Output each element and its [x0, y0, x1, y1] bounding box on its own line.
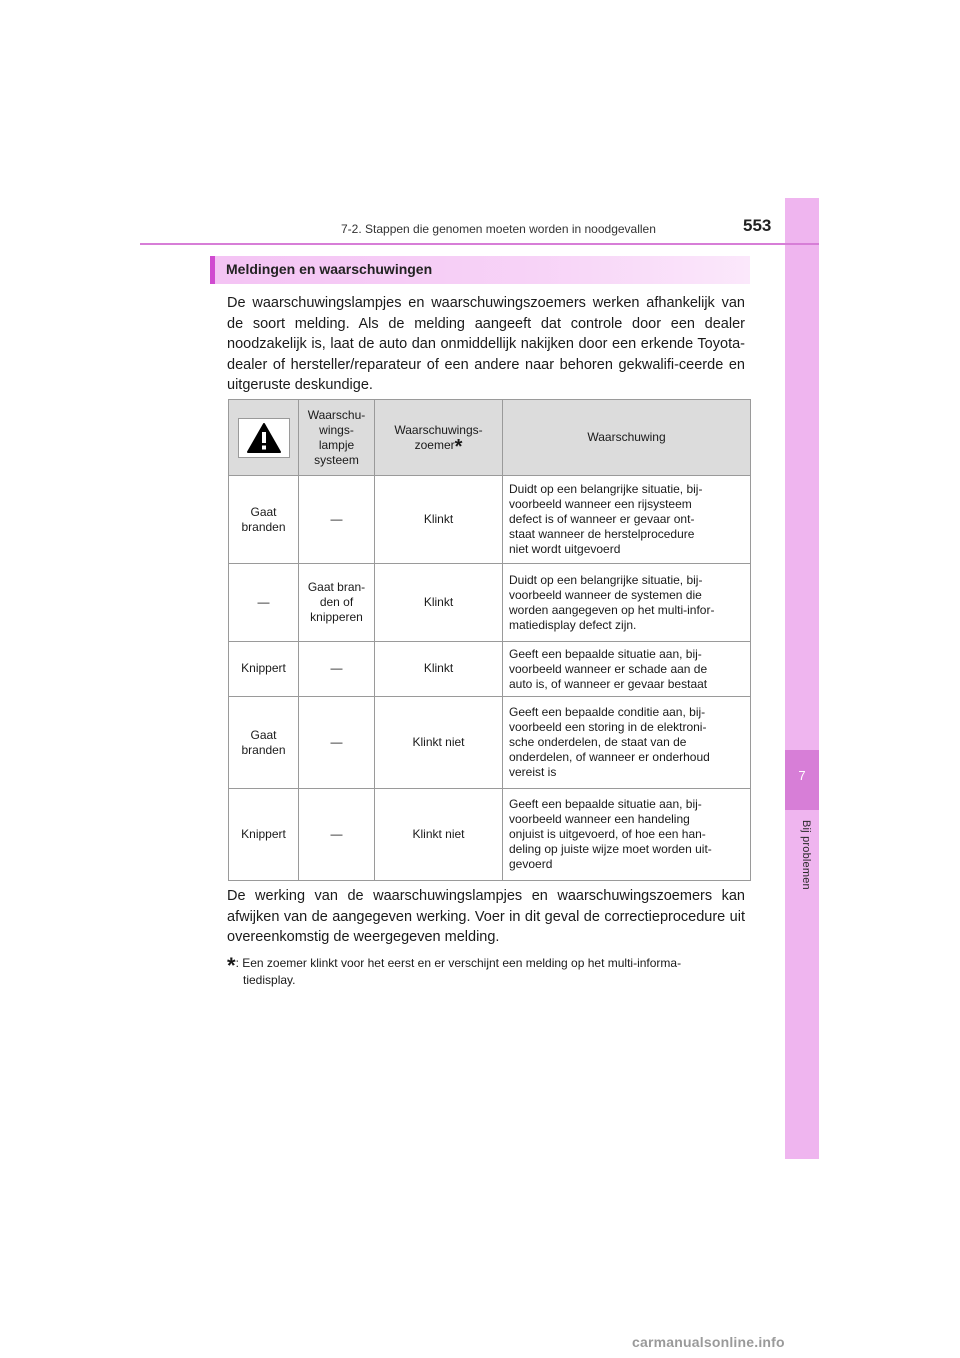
- header-divider: [140, 243, 819, 245]
- cell-lamp: Gaat branden: [229, 697, 299, 789]
- cell-warning: Duidt op een belangrijke situatie, bij- voorbeeld wanneer de systemen die worden aangegeven op het multi-infor- matiedisplay defect zijn.: [503, 564, 751, 642]
- table-header-row: [229, 400, 751, 476]
- section-title: Meldingen en waarschuwingen: [226, 261, 433, 277]
- cell-buzzer: Klinkt: [375, 476, 503, 564]
- cell-lamp: Knippert: [229, 642, 299, 697]
- intro-paragraph: De waarschuwingslampjes en waarschuwingszoemers werken afhankelijk van de soort melding. Als de melding aangeeft dat controle door een dealer noodzakelijk is, laat de auto dan onmiddellijk nakijken door een erkende Toyota-dealer of hersteller/reparateur of een andere naar behoren gekwalifi-ceerde en uitgeruste deskundige.: [227, 295, 745, 393]
- table-row: [229, 476, 751, 564]
- watermark: carmanualsonline.info: [632, 1334, 785, 1350]
- after-table-paragraph: De werking van de waarschuwingslampjes en waarschuwingszoemers kan afwijken van de aangegeven werking. Voer in dit geval de correctieprocedure uit overeenkomstig de weergegeven melding.: [227, 888, 745, 945]
- warning-table: [228, 399, 751, 881]
- cell-lamp: Gaat branden: [229, 476, 299, 564]
- section-heading-bar: [210, 256, 750, 284]
- cell-warning: Geeft een bepaalde situatie aan, bij- voorbeeld wanneer een handeling onjuist is uitgevoerd, of hoe een han- deling op juiste wijze moet worden uit- gevoerd: [503, 789, 751, 881]
- table-header-buzzer: Waarschuwings- zoemer*: [375, 400, 503, 476]
- table-row: [229, 642, 751, 697]
- page-header-title: 7-2. Stappen die genomen moeten worden in noodgevallen: [341, 222, 656, 236]
- cell-warning: Geeft een bepaalde situatie aan, bij- voorbeeld wanneer er schade aan de auto is, of wanneer er gevaar bestaat: [503, 642, 751, 697]
- chapter-label: Bij problemen: [800, 820, 812, 890]
- footnote-line-2: tiedisplay.: [243, 973, 296, 987]
- footnote-marker: *: [454, 435, 463, 458]
- chapter-number: 7: [798, 768, 806, 783]
- cell-system: —: [299, 697, 375, 789]
- cell-system: —: [299, 642, 375, 697]
- chapter-side-tab: [785, 198, 819, 1159]
- cell-lamp: Knippert: [229, 789, 299, 881]
- page-number: 553: [743, 216, 772, 235]
- cell-buzzer: Klinkt niet: [375, 789, 503, 881]
- table-row: [229, 564, 751, 642]
- footnote-line-1: : Een zoemer klinkt voor het eerst en er verschijnt een melding op het multi-informa-: [235, 956, 682, 970]
- cell-buzzer: Klinkt: [375, 564, 503, 642]
- table-header-warning: Waarschuwing: [503, 400, 751, 476]
- cell-system: —: [299, 476, 375, 564]
- table-row: [229, 789, 751, 881]
- footnote-marker: *: [227, 953, 236, 978]
- table-row: [229, 697, 751, 789]
- table-header-icon-cell: [229, 400, 299, 476]
- table-header-system-lamp: Waarschu- wings- lampje systeem: [299, 400, 375, 476]
- footnote: [227, 955, 747, 989]
- cell-lamp: —: [229, 564, 299, 642]
- cell-buzzer: Klinkt: [375, 642, 503, 697]
- cell-system: Gaat bran- den of knipperen: [299, 564, 375, 642]
- warning-triangle-icon: [238, 418, 290, 458]
- section-heading-accent: [210, 256, 215, 284]
- cell-warning: Geeft een bepaalde conditie aan, bij- voorbeeld een storing in de elektroni- sche onderdelen, de staat van de onderdelen, of wanneer er onderhoud vereist is: [503, 697, 751, 789]
- cell-system: —: [299, 789, 375, 881]
- cell-warning: Duidt op een belangrijke situatie, bij- voorbeeld wanneer een rijsysteem defect is of wanneer er gevaar ont- staat wanneer de herstelprocedure niet wordt uitgevoerd: [503, 476, 751, 564]
- cell-buzzer: Klinkt niet: [375, 697, 503, 789]
